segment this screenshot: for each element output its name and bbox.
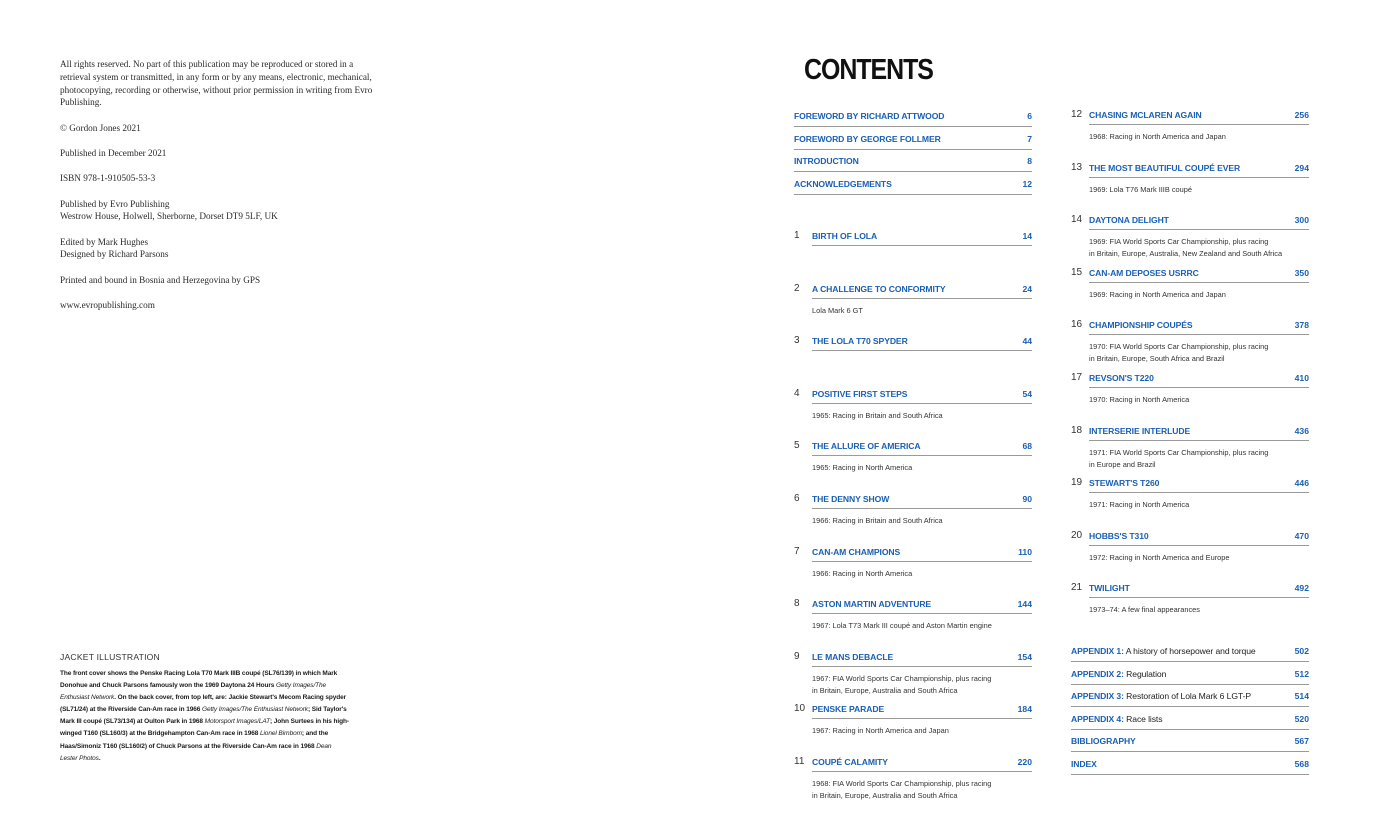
chapter-number: 19: [1071, 477, 1083, 489]
toc-entry-page: 502: [1294, 646, 1309, 656]
imprint-block: [60, 58, 380, 324]
chapter-page: 470: [1294, 530, 1309, 541]
toc-entry-label: APPENDIX 1:: [1071, 646, 1124, 656]
chapter-number: 9: [794, 650, 800, 662]
chapter-subtitle: 1967: FIA World Sports Car Championship, plus racing in Britain, Europe, Australia and South Africa: [812, 673, 992, 695]
chapter-page: 68: [1022, 441, 1032, 452]
chapter-page: 54: [1022, 388, 1032, 399]
toc-chapter[interactable]: [1071, 319, 1309, 365]
chapter-subtitle: 1966: Racing in North America: [812, 568, 913, 578]
toc-entry-page: 520: [1294, 714, 1309, 724]
chapter-title: STEWART'S T260: [1089, 478, 1160, 489]
chapter-rule: [1089, 229, 1309, 230]
chapter-number: 11: [794, 756, 805, 767]
chapter-subtitle: 1967: Racing in North America and Japan: [812, 726, 949, 736]
chapter-title: A CHALLENGE TO CONFORMITY: [812, 283, 946, 294]
chapter-title: CHASING MCLAREN AGAIN: [1089, 110, 1202, 120]
chapter-title: HOBBS'S T310: [1089, 530, 1149, 541]
toc-chapter[interactable]: [794, 230, 1032, 276]
toc-entry-title: [1071, 736, 1136, 746]
chapter-rule: [812, 771, 1032, 772]
toc-chapter[interactable]: [1071, 214, 1309, 260]
toc-chapter[interactable]: [794, 335, 1032, 381]
chapter-rule: [812, 561, 1032, 562]
copyright-notice: All rights reserved. No part of this publication may be reproduced or stored in a retrieval system or transmitted, in any form or by any means, electronic, mechanical, photocopying, recording or otherwise, without prior permission in writing from Evro Publishing.: [60, 59, 373, 108]
chapter-rule: [1089, 492, 1309, 493]
toc-chapter[interactable]: [1071, 425, 1309, 471]
chapter-number: 14: [1071, 214, 1083, 226]
chapter-number: 12: [1071, 109, 1083, 120]
chapter-rule: [1089, 282, 1309, 283]
toc-chapter[interactable]: [794, 651, 1032, 697]
chapter-rule: [812, 350, 1032, 351]
chapter-rule: [812, 403, 1032, 404]
chapter-subtitle: Lola Mark 6 GT: [812, 305, 863, 315]
toc-chapter[interactable]: [794, 703, 1032, 749]
credits: Edited by Mark Hughes Designed by Richard Parsons: [60, 236, 169, 260]
toc-entry-label: APPENDIX 3:: [1071, 691, 1124, 701]
chapter-subtitle: 1969: Racing in North America and Japan: [1089, 289, 1226, 299]
chapter-title: POSITIVE FIRST STEPS: [812, 388, 908, 399]
jacket-caption: The front cover shows the Penske Racing Lola T70 Mark IIIB coupé (SL76/139) in which Mark Donohue and Chuck Parsons famously won the 1969 Daytona 24 Hours Getty Images/The Enthusiast Network. On the back cover, from top left, are: Jackie Stewart's Mecom Racing spyder (SL71/24) at the Riverside Can-Am race in 1966 Getty Images/The Enthusiast Network; Sid Taylor's Mark III coupé (SL73/134) at Oulton Park in 1968 Motorsport Images/LAT; John Surtees in his high-winged T160 (SL160/3) at the Bridgehampton Can-Am race in 1968 Lionel Birnbom; and the Haas/Simoniz T160 (SL160/2) of Chuck Parsons at the Riverside Can-Am race in 1968 Dean Lester Photos.: [60, 670, 349, 762]
chapter-title: TWILIGHT: [1089, 583, 1130, 594]
chapter-number: 6: [794, 493, 800, 504]
copyright-line: © Gordon Jones 2021: [60, 122, 141, 133]
chapter-number: 15: [1071, 266, 1083, 278]
toc-chapter[interactable]: [794, 598, 1032, 644]
chapter-rule: [812, 245, 1032, 246]
toc-back-matter-row[interactable]: [1071, 707, 1309, 730]
toc-entry-label: INDEX: [1071, 759, 1097, 769]
chapter-number: 13: [1071, 161, 1083, 173]
publisher: Published by Evro Publishing Westrow House, Holwell, Sherborne, Dorset DT9 5LF, UK: [60, 198, 278, 222]
toc-chapter[interactable]: [1071, 162, 1309, 208]
chapter-title: THE LOLA T70 SPYDER: [812, 336, 908, 347]
chapter-subtitle: 1970: Racing in North America: [1089, 395, 1190, 404]
toc-entry-label: BIBLIOGRAPHY: [1071, 736, 1136, 746]
toc-front-matter-row[interactable]: [794, 172, 1032, 195]
chapter-title: BIRTH OF LOLA: [812, 231, 878, 241]
chapter-number: 18: [1071, 424, 1083, 436]
chapter-number: 16: [1071, 319, 1083, 331]
chapter-rule: [812, 718, 1032, 719]
toc-front-matter-row[interactable]: [794, 104, 1032, 127]
chapter-page: 446: [1294, 478, 1309, 489]
chapter-page: 184: [1017, 704, 1032, 715]
toc-chapter[interactable]: [794, 756, 1032, 802]
toc-chapter[interactable]: [1071, 267, 1309, 313]
toc-entry-title: ACKNOWLEDGEMENTS: [794, 179, 892, 189]
jacket-heading: JACKET ILLUSTRATION: [60, 652, 160, 662]
chapter-page: 410: [1294, 373, 1309, 383]
chapter-page: 294: [1294, 162, 1309, 173]
toc-entry-title: FOREWORD BY GEORGE FOLLMER: [794, 134, 941, 144]
toc-entry-page: 8: [1027, 156, 1032, 166]
chapter-title: THE ALLURE OF AMERICA: [812, 441, 921, 452]
chapter-title: INTERSERIE INTERLUDE: [1089, 425, 1191, 436]
toc-entry-description: Regulation: [1123, 669, 1167, 679]
chapter-subtitle: 1973–74: A few final appearances: [1089, 605, 1200, 615]
toc-entry-page: 6: [1027, 111, 1032, 121]
chapter-page: 350: [1294, 267, 1309, 278]
chapter-number: 20: [1071, 529, 1083, 541]
toc-entry-title: INTRODUCTION: [794, 156, 859, 166]
chapter-subtitle: 1971: FIA World Sports Car Championship, plus racing in Europe and Brazil: [1089, 447, 1269, 469]
chapter-page: 154: [1017, 651, 1032, 662]
toc-entry-description: A history of horsepower and torque: [1123, 646, 1256, 656]
toc-entry-description: Restoration of Lola Mark 6 LGT-P: [1123, 691, 1251, 701]
publication-date: Published in December 2021: [60, 147, 167, 158]
chapter-subtitle: 1966: Racing in Britain and South Africa: [812, 516, 943, 525]
chapter-subtitle: 1972: Racing in North America and Europe: [1089, 552, 1230, 562]
toc-chapter[interactable]: [794, 283, 1032, 329]
toc-chapter[interactable]: [794, 440, 1032, 486]
toc-entry-page: 512: [1294, 669, 1309, 679]
chapter-page: 44: [1022, 336, 1032, 347]
toc-entry-label: APPENDIX 2:: [1071, 669, 1124, 679]
chapter-page: 492: [1294, 583, 1309, 594]
toc-entry-page: 7: [1027, 134, 1032, 144]
chapter-rule: [1089, 124, 1309, 125]
toc-entry-title: [1071, 714, 1162, 724]
chapter-rule: [812, 298, 1032, 299]
chapter-title: COUPÉ CALAMITY: [812, 757, 888, 767]
chapter-rule: [1089, 440, 1309, 441]
chapter-number: 21: [1071, 582, 1083, 594]
chapter-number: 5: [794, 440, 800, 452]
chapter-number: 7: [794, 545, 800, 557]
chapter-title: CHAMPIONSHIP COUPÉS: [1089, 320, 1193, 331]
chapter-title: DAYTONA DELIGHT: [1089, 215, 1169, 226]
printer: Printed and bound in Bosnia and Herzegovina by GPS: [60, 274, 261, 285]
chapter-number: 17: [1071, 372, 1083, 383]
chapter-number: 4: [794, 387, 800, 399]
chapter-page: 14: [1022, 231, 1032, 241]
chapter-page: 144: [1017, 599, 1032, 610]
toc-back-matter-row[interactable]: [1071, 639, 1309, 662]
chapter-number: 10: [794, 703, 806, 715]
chapter-rule: [1089, 177, 1309, 178]
chapter-title: LE MANS DEBACLE: [812, 651, 894, 662]
chapter-page: 378: [1294, 320, 1309, 331]
website: www.evropublishing.com: [60, 300, 155, 311]
chapter-subtitle: 1969: Lola T76 Mark IIIB coupé: [1089, 184, 1192, 194]
toc-front-matter-row[interactable]: [794, 127, 1032, 150]
toc-chapter[interactable]: [1071, 372, 1309, 418]
chapter-title: PENSKE PARADE: [812, 704, 885, 715]
toc-entry-title: [1071, 691, 1251, 701]
chapter-title: REVSON'S T220: [1089, 373, 1154, 383]
chapter-rule: [1089, 387, 1309, 388]
chapter-subtitle: 1968: FIA World Sports Car Championship, plus racing in Britain, Europe, Australia and South Africa: [812, 779, 992, 800]
toc-entry-page: 12: [1022, 179, 1032, 189]
toc-entry-title: [1071, 759, 1097, 769]
chapter-subtitle: 1965: Racing in Britain and South Africa: [812, 410, 943, 420]
toc-chapter[interactable]: [1071, 477, 1309, 523]
jacket-illustration: [60, 652, 350, 765]
chapter-title: THE DENNY SHOW: [812, 494, 890, 504]
toc-back-matter-row[interactable]: [1071, 684, 1309, 707]
toc-chapter[interactable]: [1071, 530, 1309, 576]
chapter-subtitle: 1971: Racing in North America: [1089, 500, 1190, 510]
chapter-subtitle: 1965: Racing in North America: [812, 463, 913, 473]
chapter-subtitle: 1967: Lola T73 Mark III coupé and Aston Martin engine: [812, 621, 992, 631]
chapter-page: 256: [1294, 110, 1309, 120]
toc-entry-page: 514: [1294, 691, 1309, 701]
toc-chapter[interactable]: [794, 546, 1032, 592]
toc-entry-page: 567: [1294, 736, 1309, 746]
chapter-rule: [812, 613, 1032, 614]
page-title: CONTENTS: [804, 54, 933, 86]
chapter-page: 90: [1022, 494, 1032, 504]
toc-chapter[interactable]: [794, 493, 1032, 539]
toc-entry-page: 568: [1294, 759, 1309, 769]
chapter-title: CAN-AM DEPOSES USRRC: [1089, 267, 1199, 278]
chapter-page: 110: [1018, 546, 1032, 557]
chapter-number: 3: [794, 335, 800, 347]
toc-entry-label: APPENDIX 4:: [1071, 714, 1124, 724]
chapter-number: 2: [794, 282, 800, 294]
toc-back-matter-row[interactable]: [1071, 729, 1309, 752]
chapter-rule: [812, 455, 1032, 456]
toc-chapter[interactable]: [794, 388, 1032, 434]
chapter-page: 300: [1294, 215, 1309, 226]
chapter-rule: [1089, 545, 1309, 546]
chapter-rule: [1089, 597, 1309, 598]
toc-entry-description: Race lists: [1123, 714, 1163, 724]
chapter-page: 436: [1294, 425, 1309, 436]
chapter-number: 1: [794, 230, 800, 241]
toc-entry-title: [1071, 669, 1166, 679]
chapter-page: 220: [1017, 757, 1032, 767]
chapter-subtitle: 1970: FIA World Sports Car Championship, plus racing in Britain, Europe, South Africa and Brazil: [1089, 342, 1269, 364]
chapter-rule: [812, 508, 1032, 509]
isbn: ISBN 978-1-910505-53-3: [60, 173, 156, 184]
chapter-rule: [812, 666, 1032, 667]
chapter-number: 8: [794, 598, 800, 610]
chapter-page: 24: [1022, 283, 1032, 294]
chapter-subtitle: 1968: Racing in North America and Japan: [1089, 132, 1226, 141]
toc-back-matter-row[interactable]: [1071, 752, 1309, 775]
toc-back-matter-row[interactable]: [1071, 662, 1309, 685]
chapter-title: CAN-AM CHAMPIONS: [812, 546, 901, 557]
toc-entry-title: FOREWORD BY RICHARD ATTWOOD: [794, 111, 945, 121]
chapter-rule: [1089, 334, 1309, 335]
chapter-subtitle: 1969: FIA World Sports Car Championship, plus racing in Britain, Europe, Australia, New Zealand and South Africa: [1089, 237, 1283, 259]
toc-entry-title: [1071, 646, 1256, 656]
chapter-title: THE MOST BEAUTIFUL COUPÉ EVER: [1089, 162, 1241, 173]
chapter-title: ASTON MARTIN ADVENTURE: [812, 599, 932, 610]
toc-chapter[interactable]: [1071, 582, 1309, 628]
toc-chapter[interactable]: [1071, 109, 1309, 155]
toc-front-matter-row[interactable]: [794, 149, 1032, 172]
